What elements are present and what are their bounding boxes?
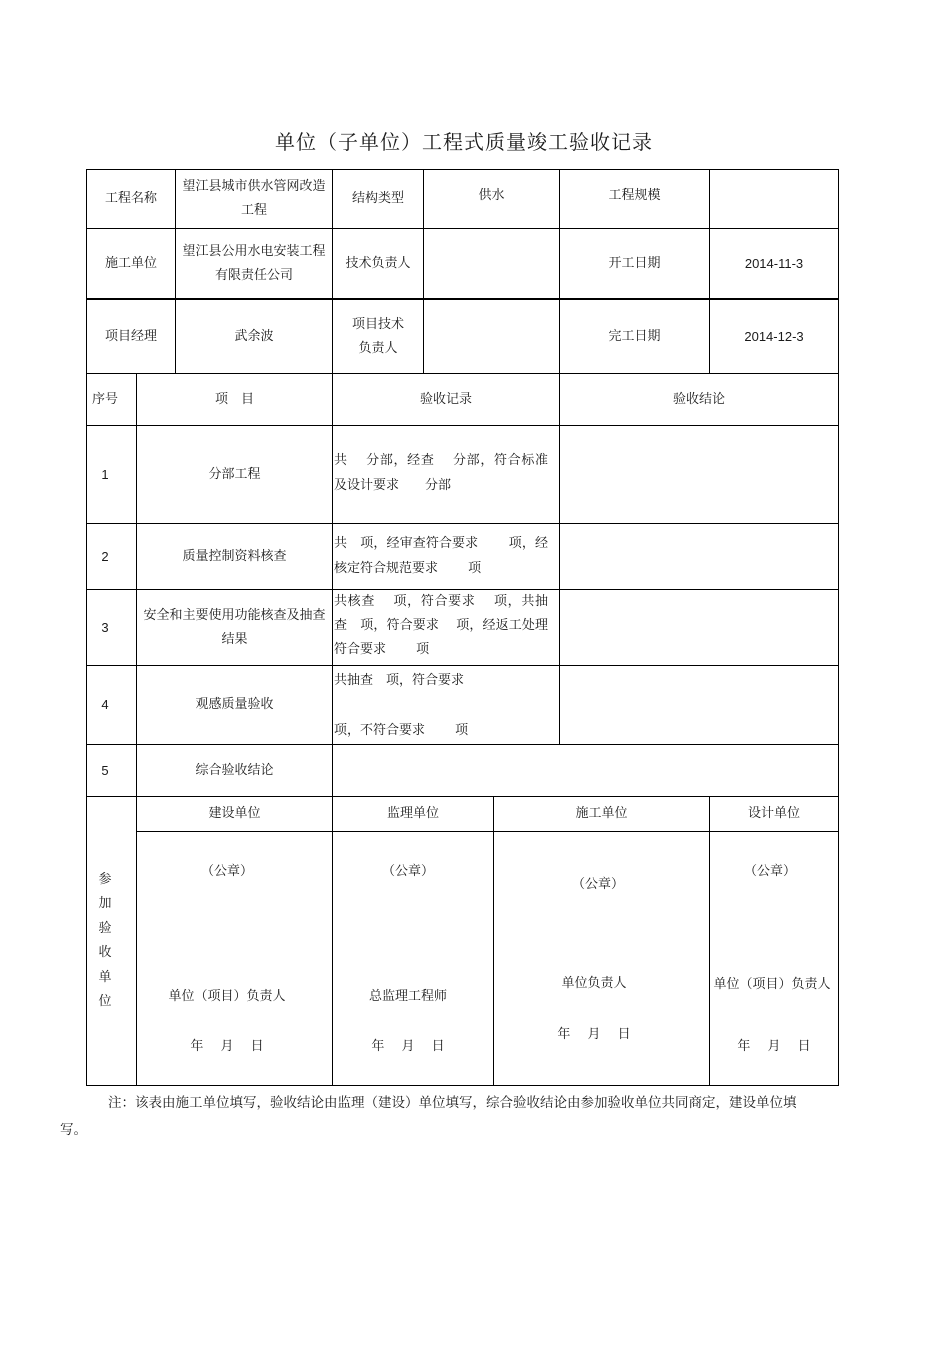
footnote [60, 1090, 800, 1144]
row-3-conclusion [560, 590, 838, 665]
row-5-record [333, 745, 838, 796]
row-4-conclusion [560, 666, 838, 744]
unit-4-date: 年 月 日 [737, 1039, 811, 1054]
participants-label: 参加验收单位 [98, 871, 112, 1009]
page-title: 单位（子单位）工程式质量竣工验收记录 [275, 130, 653, 154]
project-tech-lead-label: 项目技术负责人 [351, 316, 404, 356]
row-2-record: 共 项，经审查符合要求 项，经核定符合规范要求 项 [334, 536, 548, 576]
unit-3-date: 年 月 日 [557, 1027, 631, 1042]
row-3-item: 安全和主要使用功能核查及抽查结果 [143, 607, 326, 647]
unit-1-name: 建设单位 [208, 806, 261, 821]
unit-3-name: 施工单位 [575, 806, 628, 821]
unit-1-date: 年 月 日 [190, 1039, 264, 1054]
pm-value: 武余波 [234, 328, 274, 344]
project-name-label: 工程名称 [104, 191, 157, 206]
structure-type-label: 结构类型 [351, 191, 404, 206]
contractor-label: 施工单位 [104, 255, 157, 271]
tech-lead-value [424, 229, 559, 298]
unit-3-signer: 单位负责人 [561, 976, 627, 991]
finish-date-value: 2014-12-3 [744, 328, 804, 344]
conclusion-header: 验收结论 [672, 391, 725, 407]
row-1-record: 共 分部，经查 分部，符合标准及设计要求 分部 [334, 453, 548, 493]
row-5-no: 5 [101, 762, 109, 778]
row-4-record-line2: 项，不符合要求 项 [334, 723, 469, 738]
row-3-record: 共核查 项，符合要求 项，共抽查 项，符合要求 项，经返工处理符合要求 项 [334, 594, 548, 657]
footnote-text: 注：该表由施工单位填写，验收结论由监理（建设）单位填写，综合验收结论由参加验收单位共同商定，建设单位填写。 [60, 1095, 797, 1138]
unit-4-name: 设计单位 [747, 806, 800, 821]
row-2-no: 2 [101, 548, 109, 564]
unit-2-seal: （公章） [381, 864, 434, 879]
project-scale-value [710, 170, 838, 228]
tech-lead-label: 技术负责人 [345, 255, 411, 271]
row-4-record-line1: 共抽查 项，符合要求 [334, 673, 465, 688]
row-1-conclusion [560, 426, 838, 523]
row-3-no: 3 [101, 619, 109, 635]
record-header: 验收记录 [419, 391, 472, 407]
row-1-item: 分部工程 [208, 466, 261, 482]
row-5-item: 综合验收结论 [195, 762, 274, 778]
row-2-conclusion [560, 524, 838, 589]
project-tech-lead-value [424, 300, 559, 373]
row-1-no: 1 [101, 466, 109, 482]
pm-label: 项目经理 [104, 328, 157, 344]
finish-date-label: 完工日期 [608, 328, 661, 344]
unit-1-signer: 单位（项目）负责人 [168, 989, 286, 1004]
structure-type-value: 供水 [478, 188, 505, 203]
unit-2-signer: 总监理工程师 [368, 989, 447, 1004]
project-scale-label: 工程规模 [608, 188, 661, 203]
unit-2-name: 监理单位 [386, 806, 439, 821]
unit-4-signer: 单位（项目）负责人 [713, 977, 831, 992]
contractor-value: 望江县公用水电安装工程有限责任公司 [182, 243, 326, 283]
unit-4-seal: （公章） [743, 864, 796, 879]
seq-header: 序号 [91, 391, 118, 407]
unit-1-seal: （公章） [200, 864, 253, 879]
project-name-value: 望江县城市供水管网改造工程 [182, 179, 326, 218]
start-date-label: 开工日期 [608, 255, 661, 271]
row-2-item: 质量控制资料核查 [182, 548, 287, 564]
row-4-no: 4 [101, 697, 109, 712]
unit-2-date: 年 月 日 [371, 1039, 445, 1054]
item-header: 项 目 [214, 391, 254, 407]
unit-3-seal: （公章） [571, 877, 624, 892]
row-4-item: 观感质量验收 [195, 697, 274, 712]
start-date-value: 2014-11-3 [744, 255, 804, 271]
